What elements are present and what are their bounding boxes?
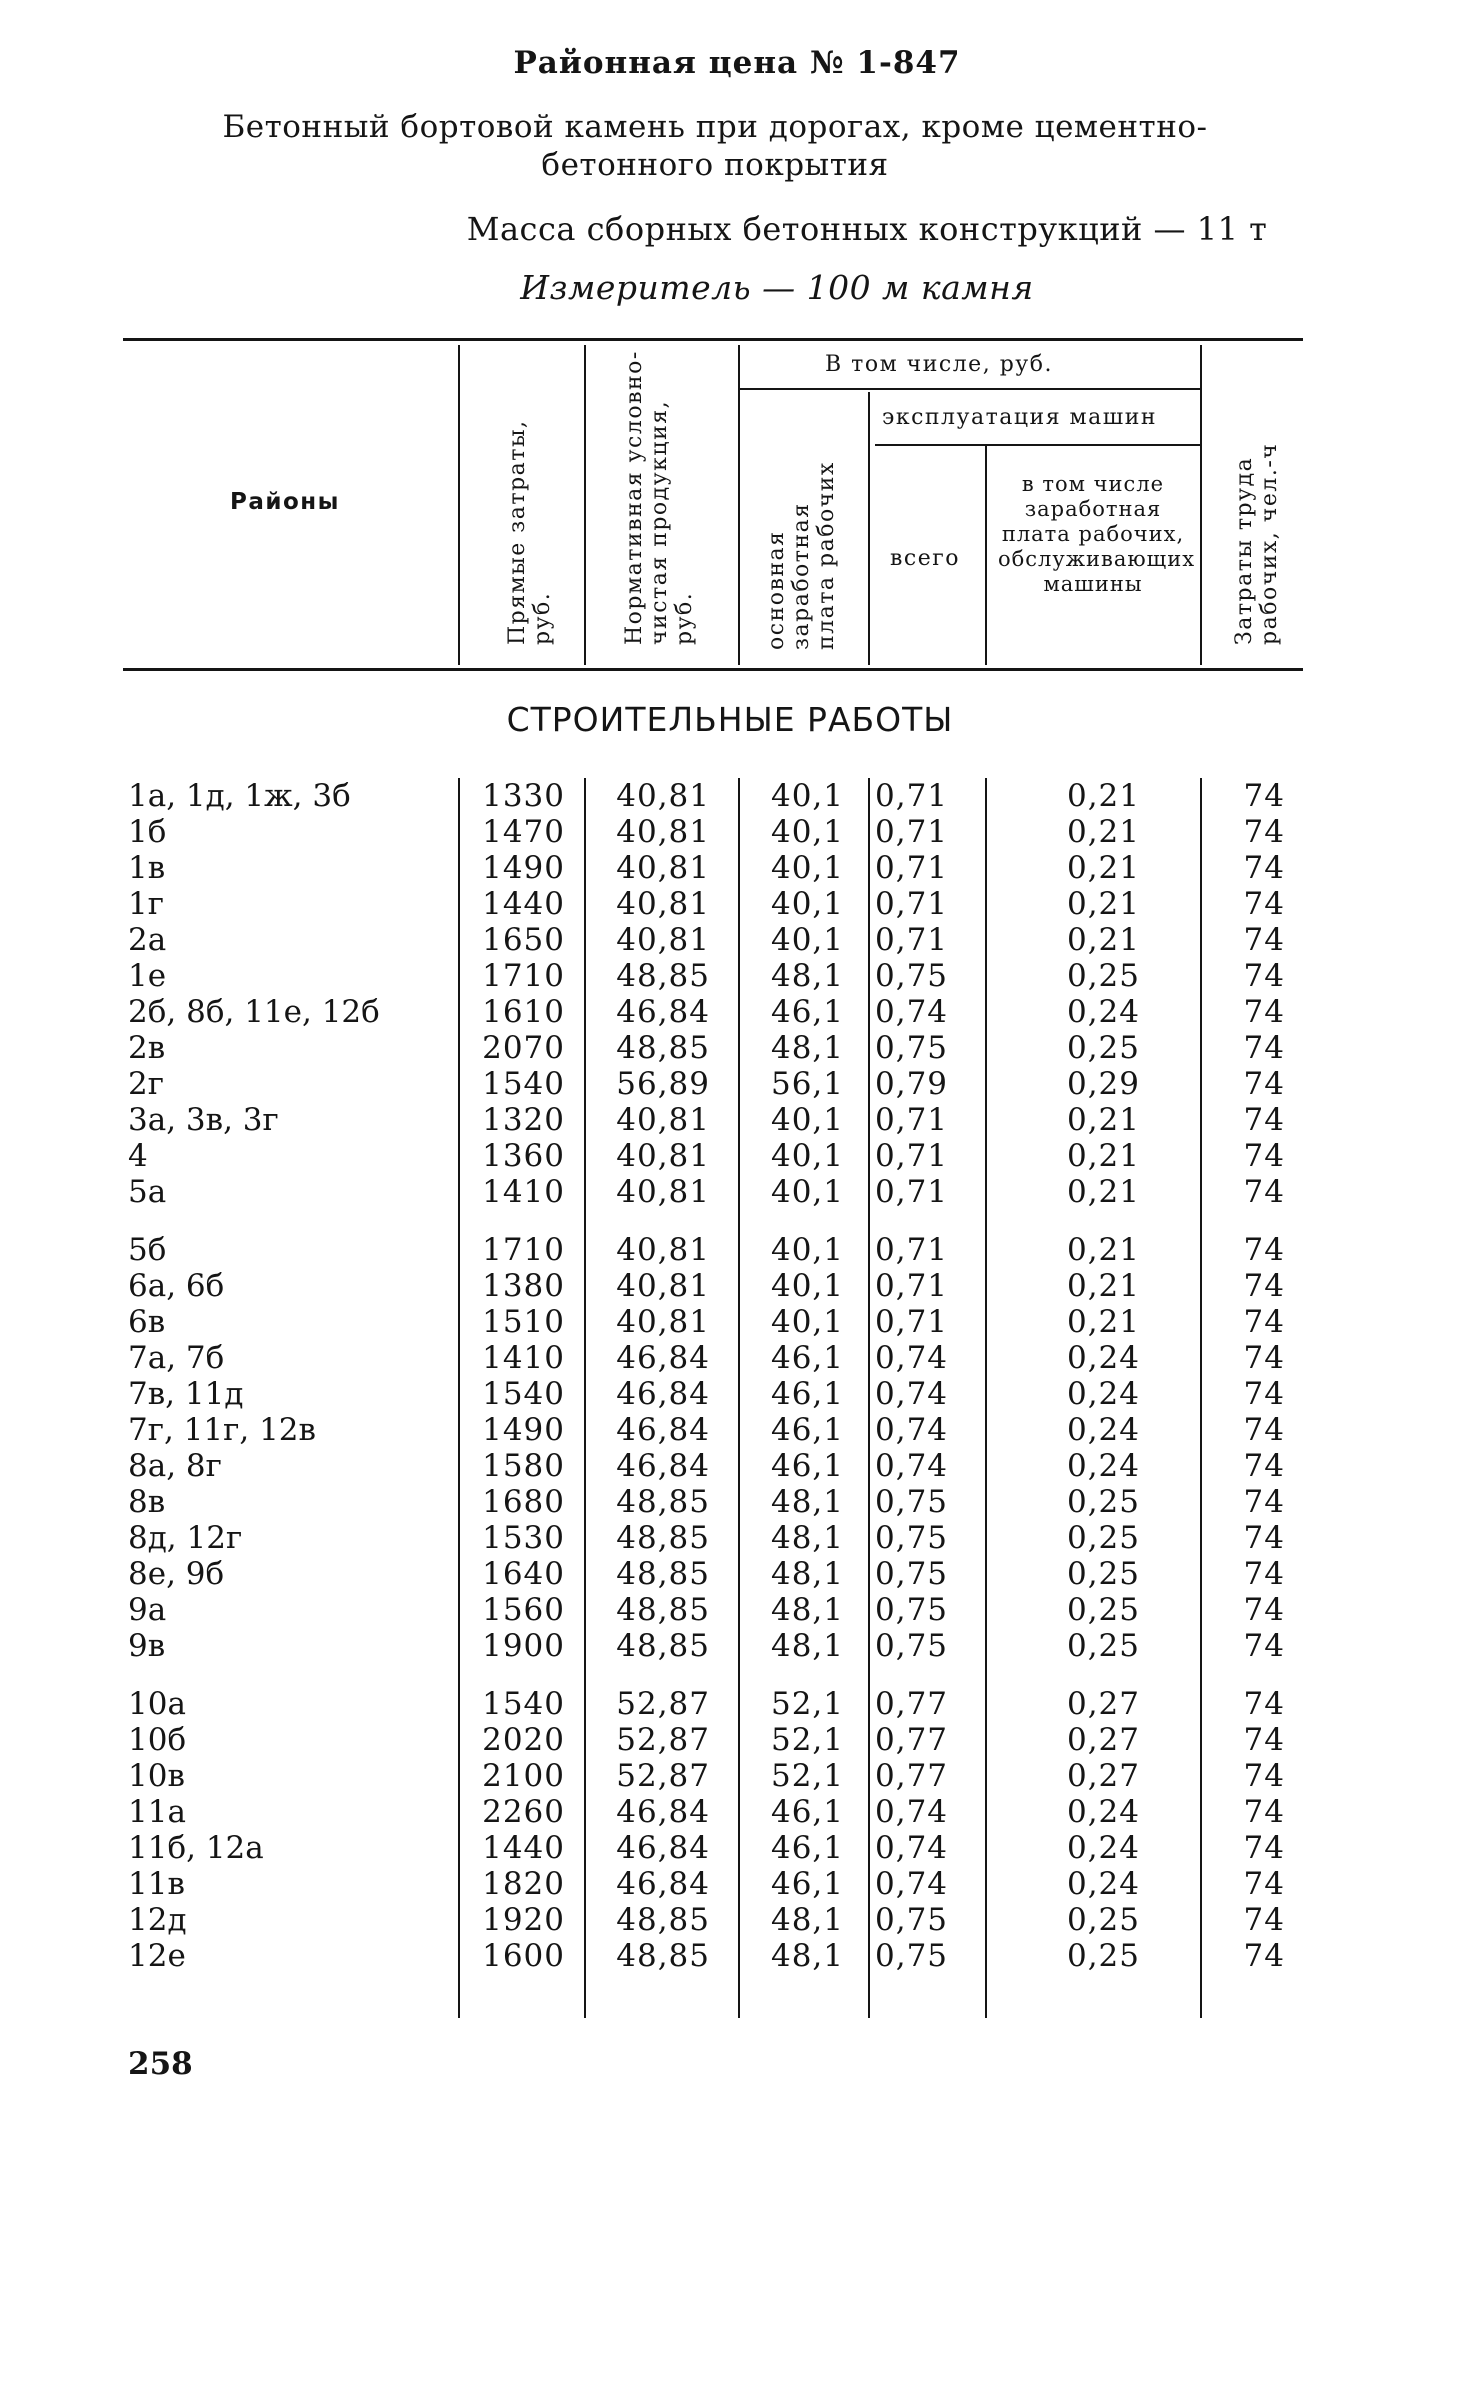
page-number: 258 bbox=[128, 2046, 193, 2082]
machine-wage-cell: 0,25 bbox=[1066, 1520, 1140, 1556]
table-row bbox=[0, 1520, 1474, 1556]
normative-cell: 48,85 bbox=[616, 1628, 710, 1664]
table-row bbox=[0, 1412, 1474, 1448]
machine-wage-cell: 0,21 bbox=[1066, 886, 1140, 922]
normative-cell: 52,87 bbox=[616, 1686, 710, 1722]
base-wage-cell: 40,1 bbox=[770, 1268, 844, 1304]
base-wage-cell: 48,1 bbox=[770, 1556, 844, 1592]
normative-cell: 48,85 bbox=[616, 1030, 710, 1066]
table-row bbox=[0, 1138, 1474, 1174]
normative-cell: 40,81 bbox=[616, 922, 710, 958]
machines-total-cell: 0,74 bbox=[875, 994, 949, 1030]
region-cell: 1а, 1д, 1ж, 3б bbox=[128, 778, 351, 814]
region-cell: 1в bbox=[128, 850, 166, 886]
normative-cell: 40,81 bbox=[616, 778, 710, 814]
region-cell: 8е, 9б bbox=[128, 1556, 225, 1592]
machines-total-cell: 0,71 bbox=[875, 814, 949, 850]
base-wage-cell: 46,1 bbox=[770, 1866, 844, 1902]
mass-note: Масса сборных бетонных конструкций — 11 т bbox=[466, 210, 1268, 248]
region-cell: 7в, 11д bbox=[128, 1376, 244, 1412]
including-rule bbox=[740, 388, 1200, 390]
base-wage-cell: 46,1 bbox=[770, 1412, 844, 1448]
table-row bbox=[0, 850, 1474, 886]
machine-wage-cell: 0,25 bbox=[1066, 1484, 1140, 1520]
base-wage-cell: 48,1 bbox=[770, 1030, 844, 1066]
region-cell: 7а, 7б bbox=[128, 1340, 225, 1376]
table-row bbox=[0, 1174, 1474, 1210]
base-wage-cell: 46,1 bbox=[770, 1830, 844, 1866]
direct-cost-cell: 1360 bbox=[482, 1138, 565, 1174]
normative-cell: 52,87 bbox=[616, 1758, 710, 1794]
labor-cell: 74 bbox=[1243, 1340, 1285, 1376]
base-wage-cell: 48,1 bbox=[770, 1520, 844, 1556]
header-sep-5 bbox=[985, 446, 987, 665]
direct-cost-cell: 1650 bbox=[482, 922, 565, 958]
machine-wage-cell: 0,27 bbox=[1066, 1722, 1140, 1758]
base-wage-cell: 46,1 bbox=[770, 1794, 844, 1830]
region-cell: 5б bbox=[128, 1232, 167, 1268]
table-row bbox=[0, 922, 1474, 958]
machine-wage-cell: 0,24 bbox=[1066, 994, 1140, 1030]
base-wage-cell: 52,1 bbox=[770, 1758, 844, 1794]
table-top-rule bbox=[123, 338, 1303, 341]
normative-cell: 48,85 bbox=[616, 1902, 710, 1938]
labor-cell: 74 bbox=[1243, 1722, 1285, 1758]
machine-wage-cell: 0,21 bbox=[1066, 1304, 1140, 1340]
table-row bbox=[0, 1340, 1474, 1376]
base-wage-cell: 46,1 bbox=[770, 994, 844, 1030]
direct-cost-cell: 2260 bbox=[482, 1794, 565, 1830]
direct-cost-cell: 1440 bbox=[482, 886, 565, 922]
labor-cell: 74 bbox=[1243, 1830, 1285, 1866]
machine-wage-cell: 0,24 bbox=[1066, 1376, 1140, 1412]
header-machine-operation: эксплуатация машин bbox=[882, 405, 1158, 430]
region-cell: 9а bbox=[128, 1592, 167, 1628]
base-wage-cell: 40,1 bbox=[770, 922, 844, 958]
region-cell: 11а bbox=[128, 1794, 186, 1830]
normative-cell: 40,81 bbox=[616, 886, 710, 922]
base-wage-cell: 48,1 bbox=[770, 1628, 844, 1664]
table-row bbox=[0, 1232, 1474, 1268]
direct-cost-cell: 1380 bbox=[482, 1268, 565, 1304]
normative-cell: 46,84 bbox=[616, 1866, 710, 1902]
header-base-wage: основная заработная плата рабочих bbox=[764, 461, 839, 650]
machine-wage-cell: 0,25 bbox=[1066, 1938, 1140, 1974]
base-wage-cell: 40,1 bbox=[770, 778, 844, 814]
machine-wage-cell: 0,25 bbox=[1066, 958, 1140, 994]
labor-cell: 74 bbox=[1243, 1902, 1285, 1938]
header-sep-4 bbox=[868, 392, 870, 665]
labor-cell: 74 bbox=[1243, 1066, 1285, 1102]
machines-rule bbox=[875, 444, 1200, 446]
labor-cell: 74 bbox=[1243, 1556, 1285, 1592]
labor-cell: 74 bbox=[1243, 1758, 1285, 1794]
direct-cost-cell: 1680 bbox=[482, 1484, 565, 1520]
machines-total-cell: 0,77 bbox=[875, 1722, 949, 1758]
direct-cost-cell: 1560 bbox=[482, 1592, 565, 1628]
normative-cell: 48,85 bbox=[616, 958, 710, 994]
region-cell: 1г bbox=[128, 886, 164, 922]
normative-cell: 40,81 bbox=[616, 1102, 710, 1138]
region-cell: 12е bbox=[128, 1938, 186, 1974]
base-wage-cell: 46,1 bbox=[770, 1376, 844, 1412]
machine-wage-cell: 0,21 bbox=[1066, 1138, 1140, 1174]
base-wage-cell: 40,1 bbox=[770, 1232, 844, 1268]
table-row bbox=[0, 1066, 1474, 1102]
direct-cost-cell: 1820 bbox=[482, 1866, 565, 1902]
direct-cost-cell: 1920 bbox=[482, 1902, 565, 1938]
machines-total-cell: 0,71 bbox=[875, 1102, 949, 1138]
machines-total-cell: 0,75 bbox=[875, 1030, 949, 1066]
machines-total-cell: 0,77 bbox=[875, 1758, 949, 1794]
table-row bbox=[0, 1592, 1474, 1628]
header-including: В том числе, руб. bbox=[825, 352, 1053, 377]
machines-total-cell: 0,75 bbox=[875, 1628, 949, 1664]
normative-cell: 46,84 bbox=[616, 1340, 710, 1376]
base-wage-cell: 40,1 bbox=[770, 1304, 844, 1340]
normative-cell: 46,84 bbox=[616, 1376, 710, 1412]
table-row bbox=[0, 814, 1474, 850]
machines-total-cell: 0,75 bbox=[875, 1556, 949, 1592]
header-regions: Районы bbox=[230, 489, 340, 515]
region-cell: 6в bbox=[128, 1304, 166, 1340]
labor-cell: 74 bbox=[1243, 922, 1285, 958]
machine-wage-cell: 0,24 bbox=[1066, 1830, 1140, 1866]
machines-total-cell: 0,74 bbox=[875, 1376, 949, 1412]
region-cell: 7г, 11г, 12в bbox=[128, 1412, 316, 1448]
region-cell: 12д bbox=[128, 1902, 187, 1938]
region-cell: 8в bbox=[128, 1484, 166, 1520]
direct-cost-cell: 1710 bbox=[482, 958, 565, 994]
labor-cell: 74 bbox=[1243, 1174, 1285, 1210]
machines-total-cell: 0,74 bbox=[875, 1340, 949, 1376]
labor-cell: 74 bbox=[1243, 1686, 1285, 1722]
machine-wage-cell: 0,21 bbox=[1066, 1268, 1140, 1304]
normative-cell: 46,84 bbox=[616, 1794, 710, 1830]
table-row bbox=[0, 1722, 1474, 1758]
page-title: Районная цена № 1-847 bbox=[513, 45, 961, 81]
labor-cell: 74 bbox=[1243, 1030, 1285, 1066]
table-row bbox=[0, 1448, 1474, 1484]
machines-total-cell: 0,75 bbox=[875, 958, 949, 994]
header-sep-2 bbox=[584, 345, 586, 665]
labor-cell: 74 bbox=[1243, 814, 1285, 850]
region-cell: 2г bbox=[128, 1066, 164, 1102]
machine-wage-cell: 0,24 bbox=[1066, 1340, 1140, 1376]
normative-cell: 40,81 bbox=[616, 1174, 710, 1210]
direct-cost-cell: 1320 bbox=[482, 1102, 565, 1138]
direct-cost-cell: 1710 bbox=[482, 1232, 565, 1268]
machine-wage-cell: 0,21 bbox=[1066, 814, 1140, 850]
labor-cell: 74 bbox=[1243, 1304, 1285, 1340]
machines-total-cell: 0,79 bbox=[875, 1066, 949, 1102]
labor-cell: 74 bbox=[1243, 778, 1285, 814]
labor-cell: 74 bbox=[1243, 1592, 1285, 1628]
table-row bbox=[0, 1830, 1474, 1866]
section-title: СТРОИТЕЛЬНЫЕ РАБОТЫ bbox=[506, 700, 954, 739]
base-wage-cell: 40,1 bbox=[770, 814, 844, 850]
header-sep-6 bbox=[1200, 345, 1202, 665]
normative-cell: 40,81 bbox=[616, 1138, 710, 1174]
direct-cost-cell: 1490 bbox=[482, 1412, 565, 1448]
header-labor: Затраты труда рабочих, чел.-ч bbox=[1232, 442, 1282, 645]
normative-cell: 48,85 bbox=[616, 1938, 710, 1974]
base-wage-cell: 40,1 bbox=[770, 886, 844, 922]
normative-cell: 48,85 bbox=[616, 1556, 710, 1592]
machines-total-cell: 0,75 bbox=[875, 1484, 949, 1520]
base-wage-cell: 40,1 bbox=[770, 1138, 844, 1174]
base-wage-cell: 52,1 bbox=[770, 1722, 844, 1758]
table-row bbox=[0, 1268, 1474, 1304]
machines-total-cell: 0,71 bbox=[875, 778, 949, 814]
region-cell: 8д, 12г bbox=[128, 1520, 243, 1556]
table-row bbox=[0, 1866, 1474, 1902]
region-cell: 9в bbox=[128, 1628, 166, 1664]
region-cell: 1б bbox=[128, 814, 167, 850]
machine-wage-cell: 0,21 bbox=[1066, 1174, 1140, 1210]
table-row bbox=[0, 1304, 1474, 1340]
machine-wage-cell: 0,25 bbox=[1066, 1902, 1140, 1938]
base-wage-cell: 48,1 bbox=[770, 1902, 844, 1938]
table-row bbox=[0, 1794, 1474, 1830]
header-bottom-rule bbox=[123, 668, 1303, 671]
machines-total-cell: 0,75 bbox=[875, 1592, 949, 1628]
base-wage-cell: 52,1 bbox=[770, 1686, 844, 1722]
region-cell: 4 bbox=[128, 1138, 148, 1174]
machine-wage-cell: 0,29 bbox=[1066, 1066, 1140, 1102]
region-cell: 10б bbox=[128, 1722, 187, 1758]
region-cell: 10в bbox=[128, 1758, 185, 1794]
region-cell: 5а bbox=[128, 1174, 167, 1210]
normative-cell: 46,84 bbox=[616, 994, 710, 1030]
labor-cell: 74 bbox=[1243, 886, 1285, 922]
base-wage-cell: 48,1 bbox=[770, 1484, 844, 1520]
labor-cell: 74 bbox=[1243, 1520, 1285, 1556]
machines-total-cell: 0,71 bbox=[875, 1174, 949, 1210]
direct-cost-cell: 2100 bbox=[482, 1758, 565, 1794]
header-total: всего bbox=[890, 546, 960, 571]
region-cell: 2б, 8б, 11е, 12б bbox=[128, 994, 380, 1030]
region-cell: 10а bbox=[128, 1686, 186, 1722]
region-cell: 2в bbox=[128, 1030, 166, 1066]
base-wage-cell: 48,1 bbox=[770, 1938, 844, 1974]
machine-wage-cell: 0,21 bbox=[1066, 850, 1140, 886]
header-machine-wage: в том числе заработная плата рабочих, обслуживающих машины bbox=[998, 472, 1196, 596]
base-wage-cell: 46,1 bbox=[770, 1340, 844, 1376]
direct-cost-cell: 2070 bbox=[482, 1030, 565, 1066]
labor-cell: 74 bbox=[1243, 1448, 1285, 1484]
table-row bbox=[0, 1556, 1474, 1592]
machines-total-cell: 0,71 bbox=[875, 922, 949, 958]
normative-cell: 40,81 bbox=[616, 1268, 710, 1304]
machine-wage-cell: 0,21 bbox=[1066, 1102, 1140, 1138]
machine-wage-cell: 0,21 bbox=[1066, 778, 1140, 814]
normative-cell: 48,85 bbox=[616, 1520, 710, 1556]
direct-cost-cell: 1510 bbox=[482, 1304, 565, 1340]
labor-cell: 74 bbox=[1243, 1138, 1285, 1174]
machine-wage-cell: 0,25 bbox=[1066, 1030, 1140, 1066]
normative-cell: 46,84 bbox=[616, 1412, 710, 1448]
direct-cost-cell: 2020 bbox=[482, 1722, 565, 1758]
direct-cost-cell: 1900 bbox=[482, 1628, 565, 1664]
normative-cell: 40,81 bbox=[616, 1304, 710, 1340]
table-row bbox=[0, 1938, 1474, 1974]
table-row bbox=[0, 958, 1474, 994]
direct-cost-cell: 1490 bbox=[482, 850, 565, 886]
region-cell: 1е bbox=[128, 958, 167, 994]
normative-cell: 52,87 bbox=[616, 1722, 710, 1758]
machines-total-cell: 0,74 bbox=[875, 1830, 949, 1866]
labor-cell: 74 bbox=[1243, 1938, 1285, 1974]
table-row bbox=[0, 1376, 1474, 1412]
machine-wage-cell: 0,24 bbox=[1066, 1866, 1140, 1902]
normative-cell: 48,85 bbox=[616, 1484, 710, 1520]
normative-cell: 40,81 bbox=[616, 1232, 710, 1268]
machine-wage-cell: 0,24 bbox=[1066, 1448, 1140, 1484]
table-row bbox=[0, 886, 1474, 922]
region-cell: 11б, 12а bbox=[128, 1830, 264, 1866]
machines-total-cell: 0,71 bbox=[875, 850, 949, 886]
direct-cost-cell: 1530 bbox=[482, 1520, 565, 1556]
base-wage-cell: 40,1 bbox=[770, 1102, 844, 1138]
table-row bbox=[0, 1030, 1474, 1066]
header-sep-1 bbox=[458, 345, 460, 665]
machines-total-cell: 0,75 bbox=[875, 1938, 949, 1974]
labor-cell: 74 bbox=[1243, 1628, 1285, 1664]
direct-cost-cell: 1580 bbox=[482, 1448, 565, 1484]
region-cell: 8а, 8г bbox=[128, 1448, 222, 1484]
labor-cell: 74 bbox=[1243, 958, 1285, 994]
machines-total-cell: 0,74 bbox=[875, 1794, 949, 1830]
labor-cell: 74 bbox=[1243, 1268, 1285, 1304]
machine-wage-cell: 0,27 bbox=[1066, 1758, 1140, 1794]
table-row bbox=[0, 994, 1474, 1030]
base-wage-cell: 48,1 bbox=[770, 958, 844, 994]
table-row bbox=[0, 1102, 1474, 1138]
labor-cell: 74 bbox=[1243, 1794, 1285, 1830]
header-normative-product: Нормативная условно-чистая продукция, руб. bbox=[622, 350, 697, 645]
direct-cost-cell: 1330 bbox=[482, 778, 565, 814]
machine-wage-cell: 0,24 bbox=[1066, 1412, 1140, 1448]
table-row bbox=[0, 1484, 1474, 1520]
base-wage-cell: 46,1 bbox=[770, 1448, 844, 1484]
labor-cell: 74 bbox=[1243, 994, 1285, 1030]
labor-cell: 74 bbox=[1243, 1376, 1285, 1412]
direct-cost-cell: 1470 bbox=[482, 814, 565, 850]
machine-wage-cell: 0,21 bbox=[1066, 922, 1140, 958]
table-row bbox=[0, 1628, 1474, 1664]
labor-cell: 74 bbox=[1243, 1102, 1285, 1138]
labor-cell: 74 bbox=[1243, 1484, 1285, 1520]
labor-cell: 74 bbox=[1243, 1866, 1285, 1902]
normative-cell: 48,85 bbox=[616, 1592, 710, 1628]
table-row bbox=[0, 778, 1474, 814]
direct-cost-cell: 1440 bbox=[482, 1830, 565, 1866]
machines-total-cell: 0,71 bbox=[875, 1304, 949, 1340]
direct-cost-cell: 1640 bbox=[482, 1556, 565, 1592]
labor-cell: 74 bbox=[1243, 1412, 1285, 1448]
direct-cost-cell: 1540 bbox=[482, 1686, 565, 1722]
direct-cost-cell: 1410 bbox=[482, 1340, 565, 1376]
machine-wage-cell: 0,25 bbox=[1066, 1628, 1140, 1664]
header-direct-costs: Прямые затраты, руб. bbox=[505, 419, 555, 645]
region-cell: 2а bbox=[128, 922, 167, 958]
direct-cost-cell: 1410 bbox=[482, 1174, 565, 1210]
measure-unit: Измеритель — 100 м камня bbox=[520, 268, 1034, 307]
direct-cost-cell: 1600 bbox=[482, 1938, 565, 1974]
machines-total-cell: 0,71 bbox=[875, 1138, 949, 1174]
labor-cell: 74 bbox=[1243, 850, 1285, 886]
base-wage-cell: 48,1 bbox=[770, 1592, 844, 1628]
machines-total-cell: 0,74 bbox=[875, 1866, 949, 1902]
normative-cell: 46,84 bbox=[616, 1830, 710, 1866]
normative-cell: 40,81 bbox=[616, 850, 710, 886]
region-cell: 3а, 3в, 3г bbox=[128, 1102, 279, 1138]
table-row bbox=[0, 1758, 1474, 1794]
machines-total-cell: 0,71 bbox=[875, 886, 949, 922]
machine-wage-cell: 0,27 bbox=[1066, 1686, 1140, 1722]
table-row bbox=[0, 1686, 1474, 1722]
machines-total-cell: 0,75 bbox=[875, 1520, 949, 1556]
normative-cell: 56,89 bbox=[616, 1066, 710, 1102]
direct-cost-cell: 1540 bbox=[482, 1376, 565, 1412]
machines-total-cell: 0,74 bbox=[875, 1448, 949, 1484]
normative-cell: 46,84 bbox=[616, 1448, 710, 1484]
direct-cost-cell: 1540 bbox=[482, 1066, 565, 1102]
machine-wage-cell: 0,24 bbox=[1066, 1794, 1140, 1830]
base-wage-cell: 40,1 bbox=[770, 850, 844, 886]
region-cell: 6а, 6б bbox=[128, 1268, 225, 1304]
page-subtitle: Бетонный бортовой камень при дорогах, кроме цементно-бетонного покрытия bbox=[222, 109, 1208, 183]
header-sep-3 bbox=[738, 345, 740, 665]
machine-wage-cell: 0,25 bbox=[1066, 1592, 1140, 1628]
machines-total-cell: 0,71 bbox=[875, 1232, 949, 1268]
machines-total-cell: 0,77 bbox=[875, 1686, 949, 1722]
region-cell: 11в bbox=[128, 1866, 185, 1902]
machine-wage-cell: 0,21 bbox=[1066, 1232, 1140, 1268]
table-row bbox=[0, 1902, 1474, 1938]
machines-total-cell: 0,71 bbox=[875, 1268, 949, 1304]
labor-cell: 74 bbox=[1243, 1232, 1285, 1268]
direct-cost-cell: 1610 bbox=[482, 994, 565, 1030]
base-wage-cell: 40,1 bbox=[770, 1174, 844, 1210]
machines-total-cell: 0,75 bbox=[875, 1902, 949, 1938]
normative-cell: 40,81 bbox=[616, 814, 710, 850]
machine-wage-cell: 0,25 bbox=[1066, 1556, 1140, 1592]
base-wage-cell: 56,1 bbox=[770, 1066, 844, 1102]
machines-total-cell: 0,74 bbox=[875, 1412, 949, 1448]
